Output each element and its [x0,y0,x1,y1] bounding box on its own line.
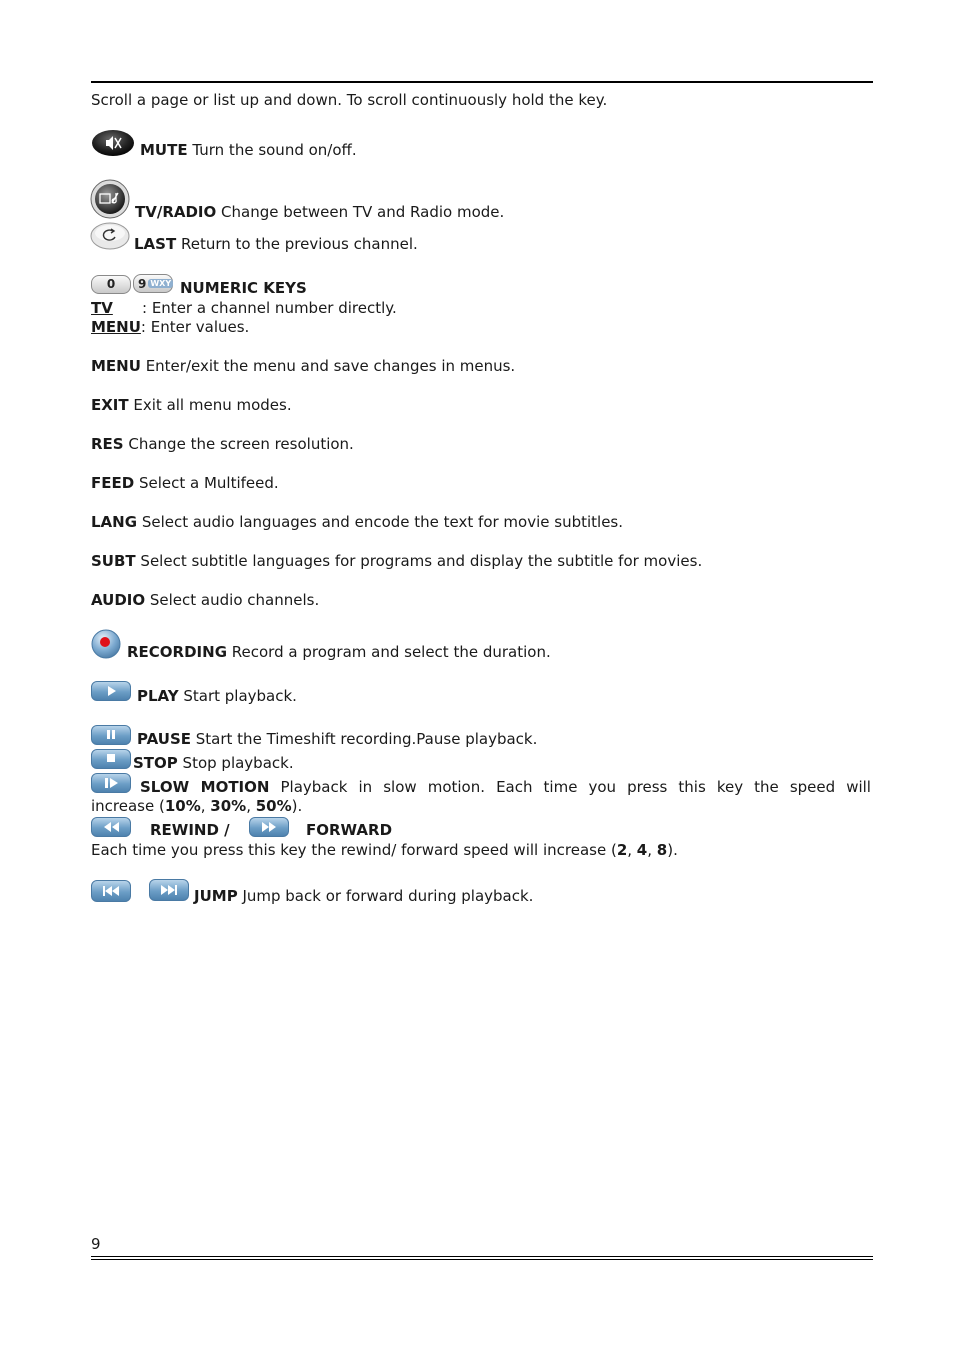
stop-desc: Stop playback. [177,754,294,772]
numeric-key-9-letters: WXY [150,279,172,288]
last-desc: Return to the previous channel. [176,235,418,253]
res-line [91,435,354,454]
forward-key: FORWARD [306,821,393,839]
feed-desc: Select a Multifeed. [134,474,279,492]
rewind-icon [91,817,131,837]
lang-line [91,513,623,532]
pause-key: PAUSE [137,730,191,748]
play-desc: Start playback. [178,687,297,705]
numeric-key-0 [91,275,131,294]
exit-key: EXIT [91,396,129,414]
numeric-tv-desc: : Enter a channel number directly. [142,299,397,317]
slow-motion-line2 [91,797,302,815]
mute-icon [91,129,135,157]
lang-desc: Select audio languages and encode the text for movie subtitles. [137,513,624,531]
numeric-key-9-label: 9 [138,277,147,291]
rewind-forward-value-1: 2 [616,841,628,859]
rewind-forward-sep-1: , [627,841,637,859]
jump-key: JUMP [194,887,238,905]
exit-desc: Exit all menu modes. [128,396,292,414]
feed-key: FEED [91,474,135,492]
subt-line [91,552,702,571]
audio-line [91,591,319,610]
mute-desc: Turn the sound on/off. [187,141,357,159]
res-key: RES [91,435,124,453]
slow-motion-desc2-prefix: increase ( [91,797,165,815]
lang-key: LANG [91,513,138,531]
subt-desc: Select subtitle languages for programs and display the subtitle for movies. [135,552,703,570]
rewind-forward-sep-2: , [647,841,657,859]
scroll-description: Scroll a page or list up and down. To scroll continuously hold the key. [91,91,608,109]
numeric-menu-desc: : Enter values. [140,318,250,336]
jump-forward-icon [149,879,189,901]
numeric-menu-label: MENU [91,318,141,336]
slow-motion-value-3: 50% [255,797,292,815]
numeric-menu-line [91,318,249,337]
rewind-forward-value-3: 8 [656,841,668,859]
numeric-key-0-label: 0 [106,277,116,291]
slow-motion-value-1: 10% [164,797,201,815]
tv-radio-line [135,203,504,222]
header-rule [91,81,873,83]
slow-motion-line1 [91,778,871,797]
pause-desc: Start the Timeshift recording.Pause playback. [191,730,538,748]
slow-motion-desc1: Playback in slow motion. Each time you press this key the speed will [269,778,871,796]
forward-icon [249,817,289,837]
recording-line [127,643,551,662]
mute-line [140,141,357,160]
record-icon [90,629,122,659]
pause-icon [91,725,131,745]
mute-key: MUTE [140,141,188,159]
rewind-forward-value-2: 4 [636,841,648,859]
page-number: 9 [91,1235,101,1253]
last-key: LAST [134,235,177,253]
numeric-key-9 [133,274,173,293]
slow-motion-sep-2: , [246,797,256,815]
slow-motion-key: SLOW MOTION [140,778,270,796]
rewind-forward-desc-line [91,841,678,860]
subt-key: SUBT [91,552,136,570]
rewind-forward-desc-prefix: Each time you press this key the rewind/ forward speed will increase ( [91,841,617,859]
recording-desc: Record a program and select the duration. [227,643,551,661]
rewind-forward-desc-suffix: ). [667,841,678,859]
rewind-label [150,821,230,840]
slow-motion-paragraph [91,778,871,816]
slow-motion-value-2: 30% [210,797,247,815]
jump-line [194,887,533,906]
audio-desc: Select audio channels. [145,591,320,609]
menu-line [91,357,515,376]
feed-line [91,474,279,493]
last-line [134,235,418,254]
last-channel-icon [90,221,130,251]
recording-key: RECORDING [127,643,228,661]
tv-radio-desc: Change between TV and Radio mode. [216,203,505,221]
menu-key: MENU [91,357,141,375]
numeric-tv-line [91,299,397,318]
footer-rule [91,1256,873,1260]
pause-line [137,730,537,749]
jump-back-icon [91,880,131,902]
stop-icon [91,749,131,769]
play-line [137,687,297,706]
tv-radio-key: TV/RADIO [135,203,217,221]
menu-desc: Enter/exit the menu and save changes in menus. [140,357,516,375]
numeric-keys-title [180,279,307,298]
rewind-key: REWIND / [150,821,230,839]
forward-label [306,821,392,840]
numeric-keys-key: NUMERIC KEYS [180,279,307,297]
play-icon [91,681,131,701]
stop-key: STOP [133,754,178,772]
slow-motion-sep-1: , [200,797,211,815]
slow-motion-desc2-suffix: ). [291,797,303,815]
exit-line [91,396,292,415]
res-desc: Change the screen resolution. [123,435,354,453]
audio-key: AUDIO [91,591,146,609]
numeric-tv-label: TV [91,299,113,317]
play-key: PLAY [137,687,179,705]
stop-line [133,754,294,773]
jump-desc: Jump back or forward during playback. [237,887,534,905]
tv-radio-icon [90,179,130,219]
